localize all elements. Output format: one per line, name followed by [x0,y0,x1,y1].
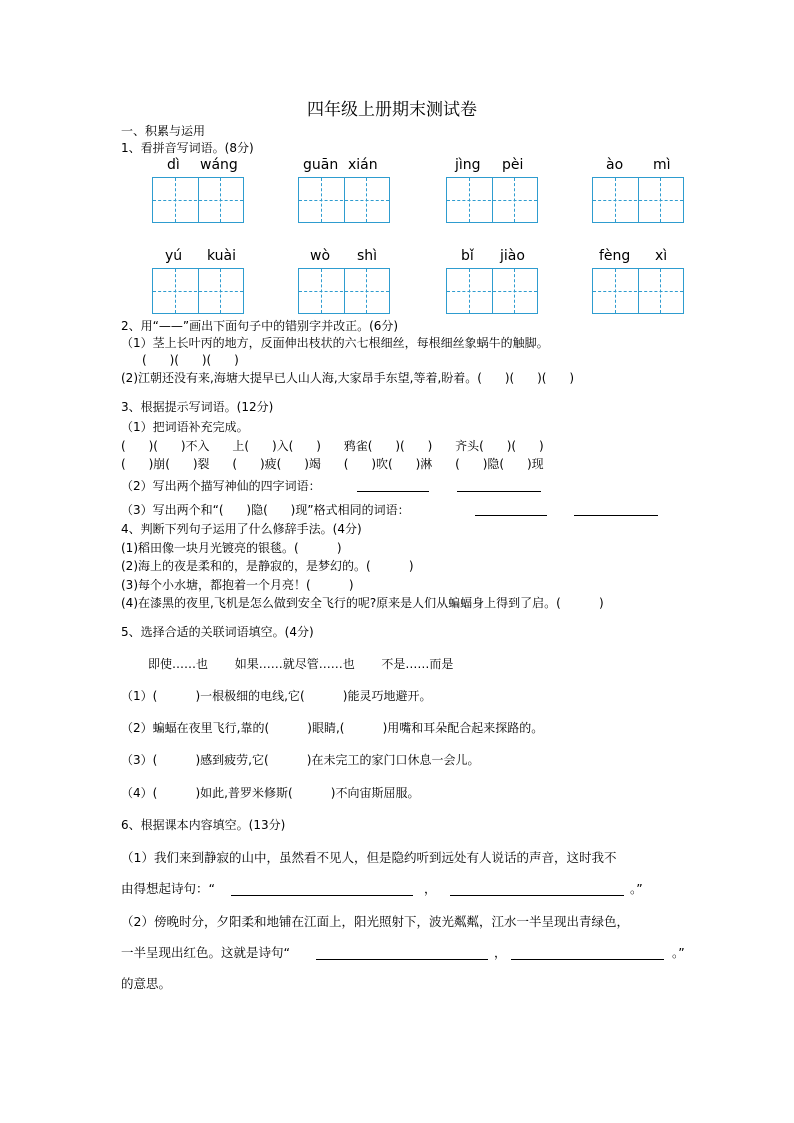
q4-sentence-3: (3)每个小水塘，都抱着一个月亮！( ) [121,578,354,592]
pinyin-label: xián [348,157,378,173]
q4-sentence-1: (1)稻田像一块月光镀亮的银毯。( ) [121,541,342,555]
answer-line[interactable] [231,895,413,896]
quote-end: 。” [630,881,643,896]
pinyin-label: fèng [599,248,631,264]
q3-row-2: ( )崩( )裂 ( )疲( )竭 ( )吹( )淋 ( )隐( )现 [121,457,544,471]
pinyin-label: bǐ [461,248,474,264]
answer-line[interactable] [475,515,547,516]
answer-line[interactable] [457,491,541,492]
q4-sentence-4: (4)在漆黑的夜里,飞机是怎么做到安全飞行的呢?原来是人们从蝙蝠身上得到了启。( ) [121,596,604,610]
q2-answer-brackets: ( )( )( ) [142,353,239,367]
q6-paragraph-3: 的意思。 [121,976,172,991]
q4-sentence-2: (2)海上的夜是柔和的，是静寂的，是梦幻的。( ) [121,559,414,573]
pinyin-label: xì [655,248,668,264]
writing-grid[interactable] [298,177,390,223]
quote-end: 。” [672,945,685,960]
writing-grid[interactable] [446,268,538,314]
q5-heading: 5、选择合适的关联词语填空。(4分) [121,625,314,639]
writing-grid[interactable] [592,177,684,223]
pinyin-label: yú [165,248,183,264]
q2-sentence-1: （1）茎上长叶丙的地方，反面伸出枝状的六七根细丝，每根细丝象蜗牛的触脚。 [121,336,549,350]
q6-paragraph-2: （2）傍晚时分，夕阳柔和地铺在江面上，阳光照射下，波光粼粼，江水一半呈现出青绿色， [121,914,629,929]
writing-grid[interactable] [592,268,684,314]
pinyin-label: jiào [500,248,525,264]
pinyin-label: wò [310,248,331,264]
pinyin-label: jìng [455,157,481,173]
answer-line[interactable] [574,515,658,516]
q2-sentence-2: (2)江朝还没有来,海塘大提早已人山人海,大家昂手东望,等着,盼着。( )( )( ) [121,371,575,385]
answer-line[interactable] [316,959,488,960]
pinyin-label: ào [606,157,624,173]
pinyin-label: shì [357,248,378,264]
page-title: 四年级上册期末测试卷 [307,100,477,120]
q6-paragraph-2-start: 一半呈现出红色。这就是诗句“ [121,945,290,960]
answer-line[interactable] [357,491,429,492]
pinyin-label: mì [653,157,671,173]
q5-sentence-1: （1）( )一根极细的电线,它( )能灵巧地避开。 [121,689,432,703]
comma: ， [494,945,507,960]
q5-options: 即使……也 如果……就尽管……也 不是……而是 [148,657,454,671]
q3-row-1: ( )( )不入 上( )入( ) 鸦雀( )( ) 齐头( )( ) [121,439,544,453]
q3-sub-3: （3）写出两个和“( )隐( )现”格式相同的词语： [121,503,410,517]
q5-sentence-4: （4）( )如此,普罗米修斯( )不向宙斯屈服。 [121,786,420,800]
answer-line[interactable] [511,959,664,960]
writing-grid[interactable] [446,177,538,223]
q2-heading: 2、用“——”画出下面句子中的错别字并改正。(6分) [121,319,399,333]
pinyin-label: pèi [502,157,524,173]
section-heading: 一、积累与运用 [121,124,206,138]
pinyin-label: kuài [207,248,237,264]
writing-grid[interactable] [152,177,244,223]
answer-line[interactable] [450,895,624,896]
q3-heading: 3、根据提示写词语。(12分) [121,400,274,414]
q1-heading: 1、看拼音写词语。(8分) [121,141,254,155]
q6-paragraph-1-start: 由得想起诗句：“ [121,881,215,896]
q5-sentence-3: （3）( )感到疲劳,它( )在未完工的家门口休息一会儿。 [121,753,480,767]
writing-grid[interactable] [152,268,244,314]
comma: ， [424,881,437,896]
pinyin-label: guān [303,157,339,173]
q3-sub-1: （1）把词语补充完成。 [121,420,249,434]
q4-heading: 4、判断下列句子运用了什么修辞手法。(4分) [121,522,362,536]
q6-paragraph-1: （1）我们来到静寂的山中，虽然看不见人，但是隐约听到远处有人说话的声音，这时我不 [121,850,617,865]
q5-sentence-2: （2）蝙蝠在夜里飞行,靠的( )眼睛,( )用嘴和耳朵配合起来探路的。 [121,721,544,735]
q3-sub-2: （2）写出两个描写神仙的四字词语： [121,479,321,493]
writing-grid[interactable] [298,268,390,314]
q6-heading: 6、根据课本内容填空。(13分) [121,818,286,832]
pinyin-label: wáng [200,157,238,173]
pinyin-label: dì [167,157,180,173]
